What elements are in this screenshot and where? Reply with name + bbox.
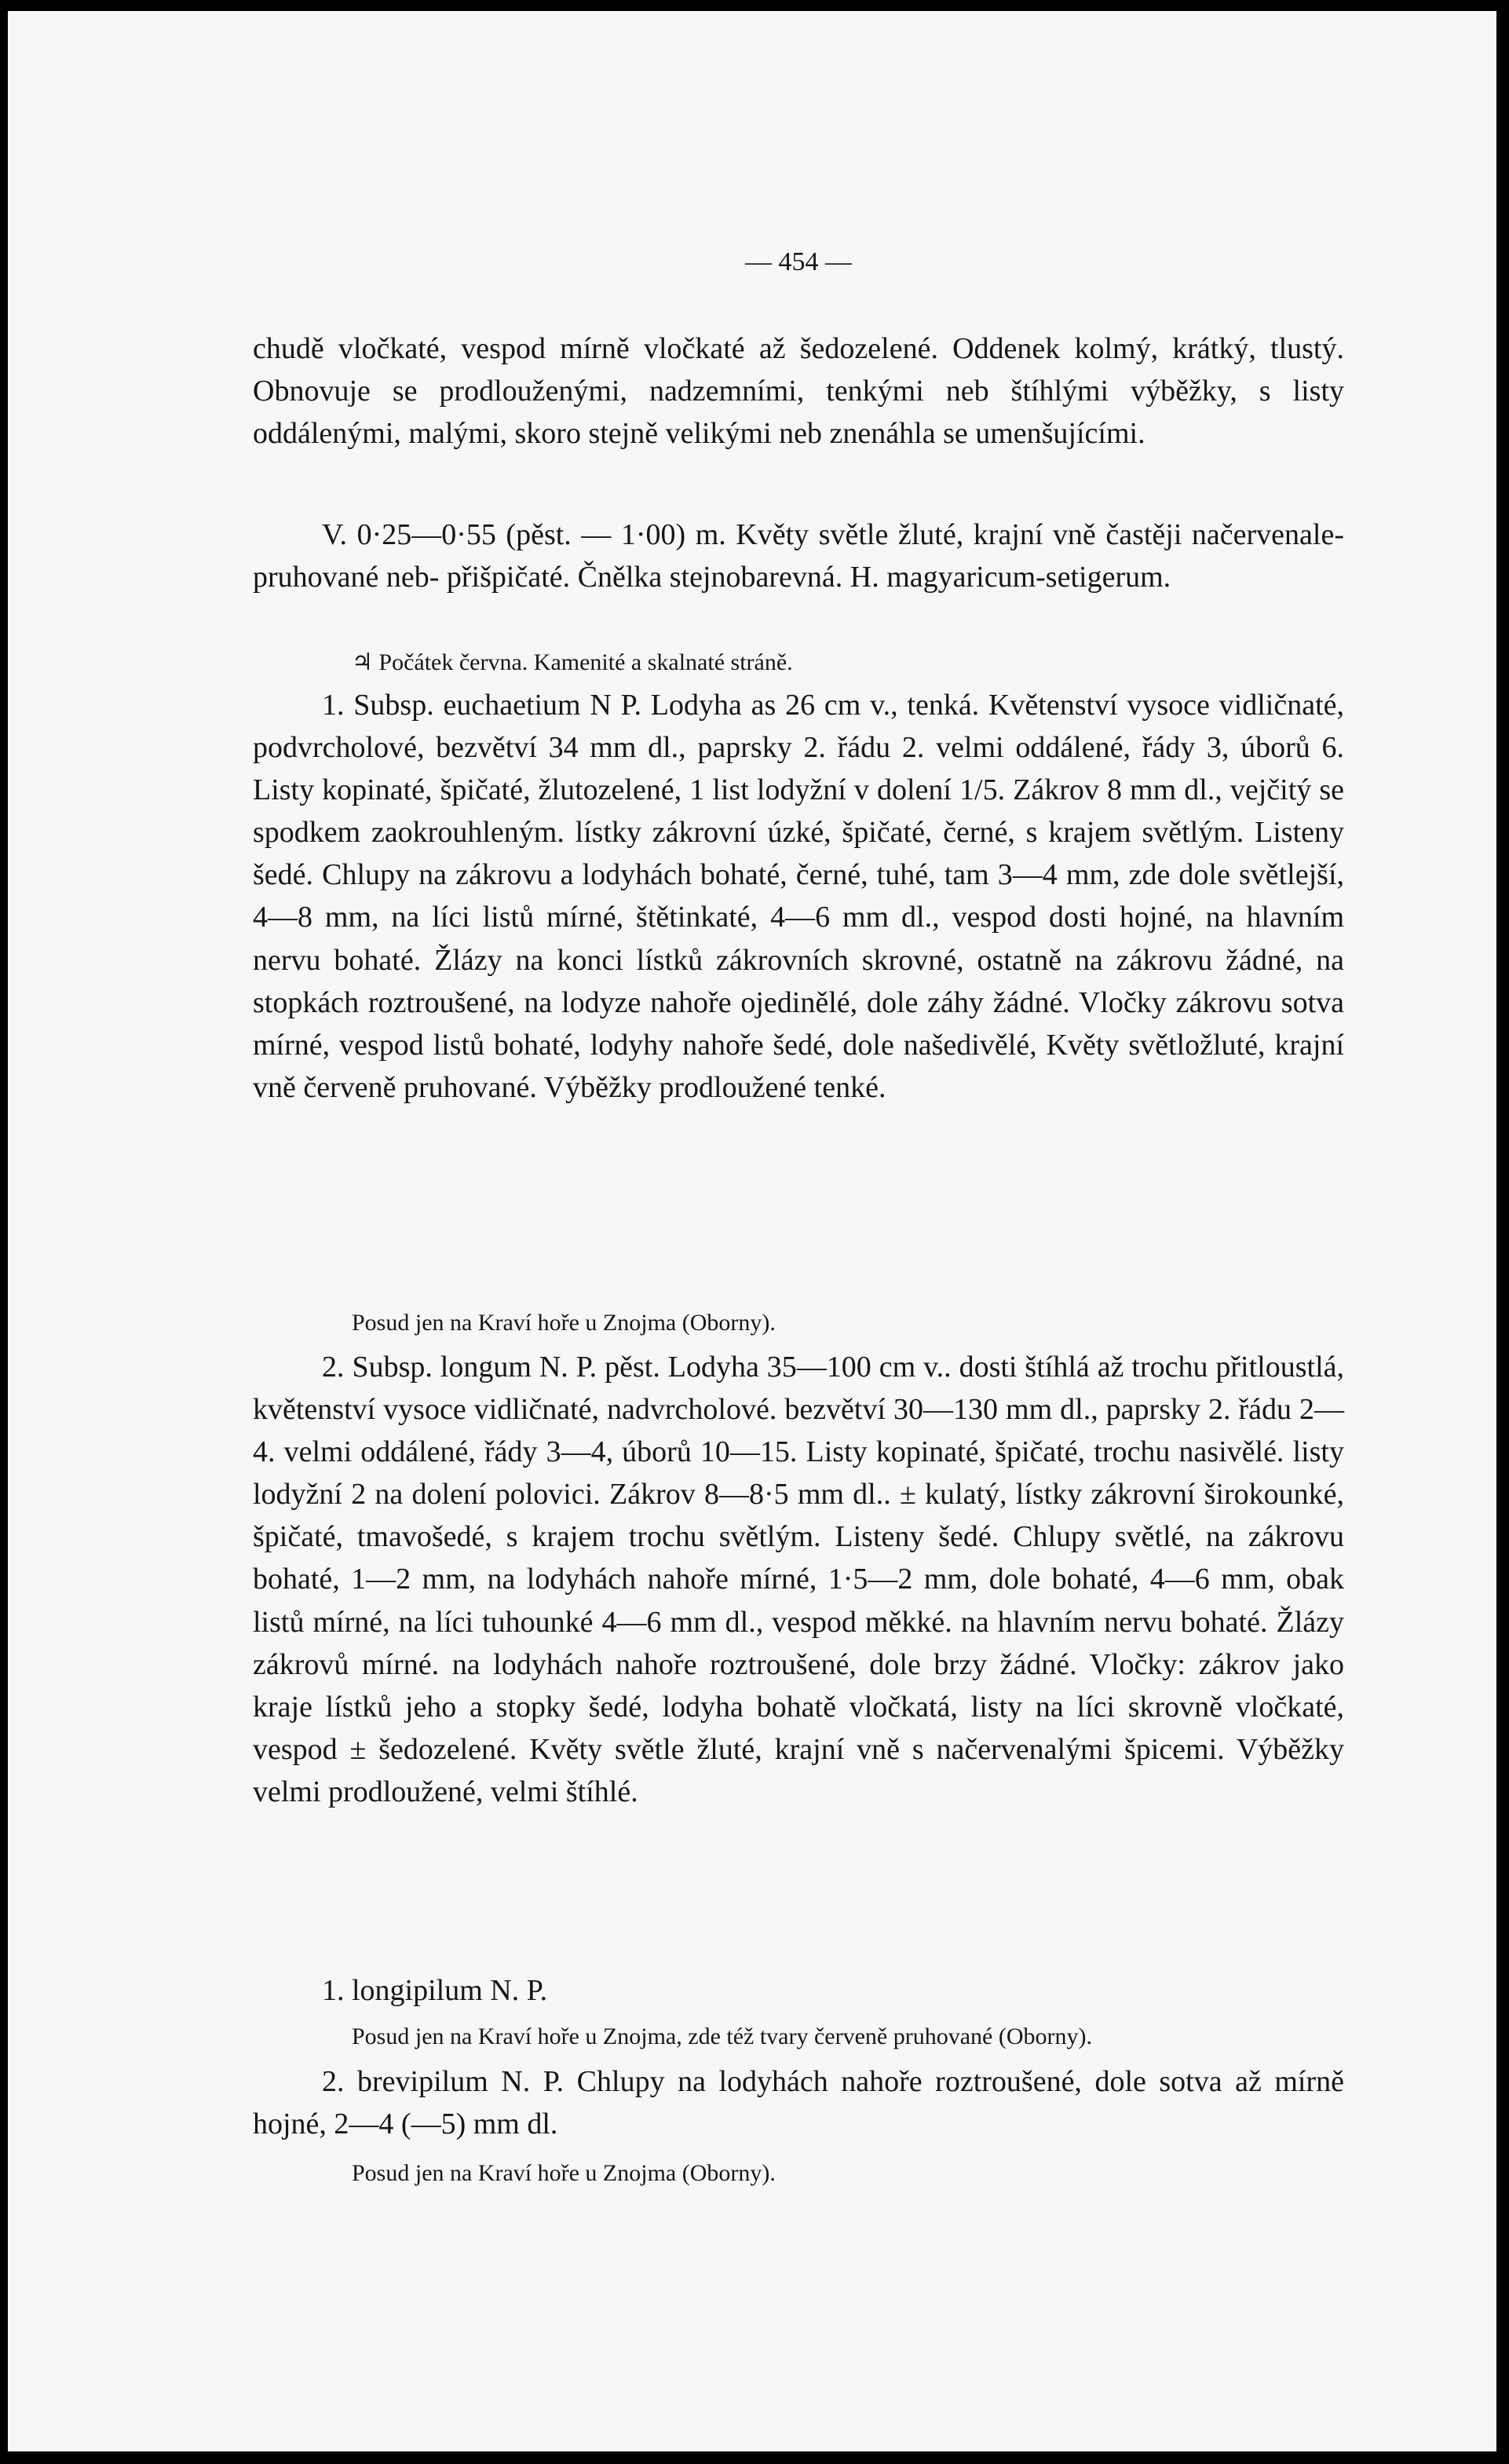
page-number: — 454 — <box>745 247 852 276</box>
locality-note-brevipilum: Posud jen na Kraví hoře u Znojma (Oborny). <box>352 2160 776 2186</box>
paragraph-subsp-euchaetium: 1. Subsp. euchaetium N P. Lodyha as 26 cm v., tenká. Květenství vysoce vidličnaté, podvrcholové, bezvětví 34 mm dl., paprsky 2. řádu 2. velmi oddálené, řády 3, úborů 6. Listy kopinaté, špičaté, žlutozelené, 1 list lodyžní v dolení 1/5. Zákrov 8 mm dl., vejčitý se spodkem zaokrouhleným. lístky zákrovní úzké, špičaté, černé, s krajem světlým. Listeny šedé. Chlupy na zákrovu a lodyhách bohaté, černé, tuhé, tam 3—4 mm, zde dole světlejší, 4—8 mm, na líci listů mírné, štětinkaté, 4—6 mm dl., vespod dosti hojné, na hlavním nervu bohaté. Žlázy na konci lístků zákrovních skrovné, ostatně na zákrovu žádné, na stopkách roztroušené, na lodyze nahoře ojedinělé, dole záhy žádné. Vločky zákrovu sotva mírné, vespod listů bohaté, lodyhy nahoře šedé, dole našedivělé, Květy světložluté, krajní vně červeně pruhované. Výběžky prodloužené tenké. <box>253 689 1344 1104</box>
locality-note-longipilum: Posud jen na Kraví hoře u Znojma, zde též tvary červeně pruhované (Oborny). <box>352 2023 1092 2049</box>
flowering-note: ♃ Počátek června. Kamenité a skalnaté stráně. <box>352 649 793 675</box>
paragraph-subsp-longum: 2. Subsp. longum N. P. pěst. Lodyha 35—100 cm v.. dosti štíhlá až trochu přitloustlá, květenství vysoce vidličnaté, nadvrcholové. bezvětví 30—130 mm dl., paprsky 2. řádu 2—4. velmi oddálené, řády 3—4, úborů 10—15. Listy kopinaté, špičaté, trochu nasivělé. listy lodyžní 2 na dolení polovici. Zákrov 8—8·5 mm dl.. ± kulatý, lístky zákrovní širokounké, špičaté, tmavošedé, s krajem trochu světlým. Listeny šedé. Chlupy světlé, na zákrovu bohaté, 1—2 mm, na lodyhách nahoře mírné, 1·5—2 mm, dole bohaté, 4—6 mm, obak listů mírné, na líci tuhounké 4—6 mm dl., vespod měkké. na hlavním nervu bohaté. Žlázy zákrovů mírné. na lodyhách nahoře roztroušené, dole brzy žádné. Vločky: zákrov jako kraje lístků jeho a stopky šedé, lodyha bohatě vločkatá, listy na líci skrovně vločkaté, vespod ± šedozelené. Květy světle žluté, krajní vně s načervenalými špicemi. Výběžky velmi prodloužené, velmi štíhlé. <box>253 1351 1344 1808</box>
locality-note-euchaetium: Posud jen na Kraví hoře u Znojma (Oborny). <box>352 1310 776 1336</box>
paragraph-measurements: V. 0·25—0·55 (pěst. — 1·00) m. Květy světle žluté, krajní vně častěji načervenale-pruhované neb- přišpičaté. Čnělka stejnobarevná. H. magyaricum-setigerum. <box>253 518 1344 594</box>
book-page <box>8 11 1496 2451</box>
paragraph-brevipilum: 2. brevipilum N. P. Chlupy na lodyhách nahoře roztroušené, dole sotva až mírně hojné, 2—4 (—5) mm dl. <box>253 2065 1344 2141</box>
paragraph-longipilum: 1. longipilum N. P. <box>322 1974 548 2007</box>
paragraph-intro: chudě vločkaté, vespod mírně vločkaté až šedozelené. Oddenek kolmý, krátký, tlustý. Obnovuje se prodlouženými, nadzemními, tenkými neb štíhlými výběžky, s listy oddálenými, malými, skoro stejně velikými neb znenáhla se umenšujícími. <box>253 332 1344 451</box>
